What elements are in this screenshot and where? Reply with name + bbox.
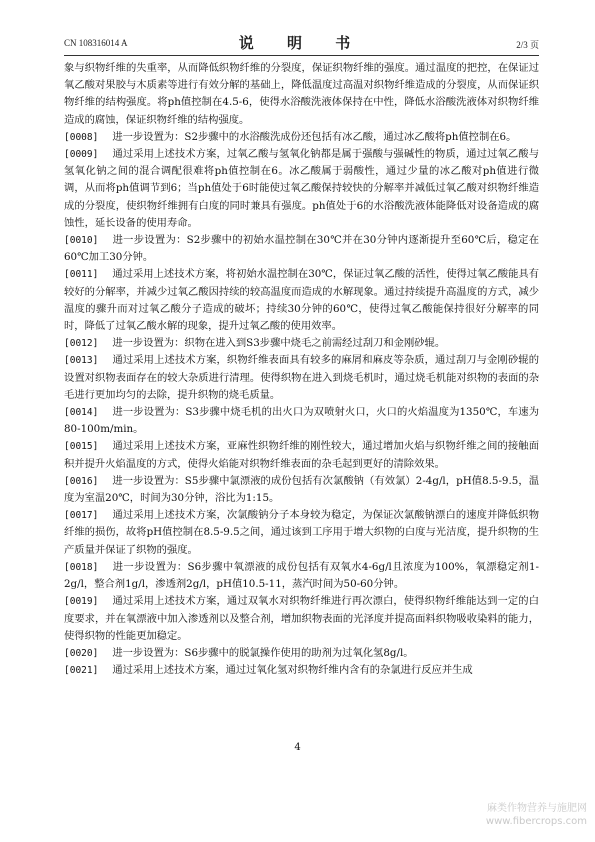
numbered-paragraph xyxy=(64,335,539,352)
paragraph-number: [0018] xyxy=(64,561,99,573)
header-divider xyxy=(64,55,539,56)
paragraph-number: [0019] xyxy=(64,596,99,608)
paragraph-number: [0021] xyxy=(64,665,99,677)
paragraph-list xyxy=(64,129,539,680)
paragraph-text: 通过采用上述技术方案，织物纤维表面具有较多的麻屑和麻皮等杂质，通过刮刀与金刚砂辊的设置对织物表面存在的较大杂质进行清理。使得织物在进入到烧毛机时，通过烧毛机能对织物的表面的杂毛进行更加均匀的去除，提升织物的烧毛质量。 xyxy=(64,354,539,401)
paragraph-number: [0009] xyxy=(64,149,99,161)
paragraph-text: 通过采用上述技术方案，通过过氧化氢对织物纤维内含有的杂氯进行反应并生成 xyxy=(112,664,473,677)
paragraph-text: 通过采用上述技术方案，亚麻性织物纤维的刚性较大，通过增加火焰与织物纤维之间的接触面积并提升火焰温度的方式，使得火焰能对织物纤维表面的杂毛起到更好的清除效果。 xyxy=(64,440,539,470)
patent-number: CN 108316014 A xyxy=(64,38,128,48)
numbered-paragraph xyxy=(64,404,539,438)
numbered-paragraph xyxy=(64,146,539,232)
paragraph-number: [0020] xyxy=(64,647,99,659)
numbered-paragraph xyxy=(64,266,539,335)
watermark-line-2: www.fibercrops.com xyxy=(485,816,587,827)
paragraph-text: 进一步设置为：S5步骤中氯漂液的成份包括有次氯酸钠（有效氯）2-4g/l，pH值8.5-9.5，温度为室温20℃，时间为30分钟，浴比为1:15。 xyxy=(64,474,539,505)
paragraph-number: [0017] xyxy=(64,510,99,522)
numbered-paragraph xyxy=(64,473,539,507)
intro-paragraph: 象与织物纤维的失重率，从而降低织物纤维的分裂度，保证织物纤维的强度。通过温度的把控，在保证过氧乙酸对果胶与木质素等进行有效分解的基础上，降低温度过高温对织物纤维造成的分裂度，从而保证织物纤维的结构强度。将ph值控制在4.5-6，使得水浴酸洗液体保持在中性，降低水浴酸洗液体对织物纤维造成的腐蚀，保证织物纤维的结构强度。 xyxy=(64,62,539,126)
site-watermark xyxy=(486,802,587,828)
paragraph-number: [0014] xyxy=(64,407,99,419)
document-body xyxy=(64,60,539,679)
paragraph-text: 通过采用上述技术方案，将初始水温控制在30℃，保证过氧乙酸的活性，使得过氧乙酸能具有较好的分解率，并减少过氧乙酸因持续的较高温度而造成的水解现象。通过持续提升高温度的方式，减少温度的骤升而对过氧乙酸分子造成的破坏；持续30分钟的60℃，使得过氧乙酸能保持很好分解率的同时，降低了过氧乙酸水解的现象，提升过氧乙酸的使用效率。 xyxy=(64,268,539,333)
paragraph-text: 进一步设置为：S6步骤中氧漂液的成份包括有双氧水4-6g/l且浓度为100%，氧漂稳定剂1-2g/l，整合剂1g/l，渗透剂2g/l，pH值10.5-11，蒸汽时间为50-60分钟。 xyxy=(64,560,539,591)
paragraph-text: 通过采用上述技术方案，次氯酸钠分子本身较为稳定，为保证次氯酸钠漂白的速度并降低织物纤维的损伤，故将pH值控制在8.5-9.5之间，通过该到工序用于增大织物的白度与光洁度，提升织物的生产质量并保证了织物的强度。 xyxy=(64,509,539,556)
numbered-paragraph xyxy=(64,645,539,662)
numbered-paragraph xyxy=(64,352,539,404)
numbered-paragraph xyxy=(64,129,539,146)
paragraph-text: 通过采用上述技术方案，通过双氧水对织物纤维进行再次漂白，使得织物纤维能达到一定的白度要求，并在氧漂液中加入渗透剂以及整合剂，增加织物表面的光泽度并提高面料织物吸收染料的能力，使得织物的性能更加稳定。 xyxy=(64,595,539,642)
paragraph-number: [0015] xyxy=(64,441,99,453)
page-indicator: 2/3 页 xyxy=(516,40,539,50)
numbered-paragraph xyxy=(64,559,539,593)
paragraph-number: [0010] xyxy=(64,235,99,247)
numbered-paragraph xyxy=(64,662,539,679)
numbered-paragraph xyxy=(64,438,539,472)
paragraph-number: [0013] xyxy=(64,355,99,367)
paragraph-text: 进一步设置为：S3步骤中烧毛机的出火口为双喷射火口，火口的火焰温度为1350℃，车速为80-100m/min。 xyxy=(64,406,539,436)
paragraph-text: 进一步设置为：织物在进入到S3步骤中烧毛之前需经过刮刀和金刚砂辊。 xyxy=(112,337,446,350)
paragraph-text: 进一步设置为：S6步骤中的脱氯操作使用的助剂为过氧化氢8g/l。 xyxy=(112,646,414,659)
watermark-line-1: 麻类作物营养与施肥网 xyxy=(487,803,587,814)
numbered-paragraph xyxy=(64,232,539,266)
paragraph-number: [0012] xyxy=(64,338,99,350)
paragraph-text: 通过采用上述技术方案，过氧乙酸与氢氧化钠都是属于强酸与强碱性的物质，通过过氧乙酸与氢氧化钠之间的混合调配很难将ph值控制在6。冰乙酸属于弱酸性，通过少量的冰乙酸对ph值进行微调，从而将ph值调节到6；当ph值处于6时能使过氧乙酸保持较快的分解率并减低过氧乙酸对织物纤维造成的分裂度，使织物纤维拥有白度的同时兼具有强度。ph值处于6的水浴酸洗液体能降低对设备造成的腐蚀性，延长设备的使用寿命。 xyxy=(64,148,539,229)
page-number: 4 xyxy=(294,742,301,753)
paragraph-number: [0016] xyxy=(64,475,99,487)
paragraph-number: [0011] xyxy=(64,269,99,281)
page-header xyxy=(64,34,539,54)
paragraph-text: 进一步设置为：S2步骤中的水浴酸洗成份还包括有冰乙酸，通过冰乙酸将ph值控制在6。 xyxy=(112,130,517,143)
document-title: 说 明 书 xyxy=(238,34,365,52)
paragraph-number: [0008] xyxy=(64,131,99,143)
numbered-paragraph xyxy=(64,593,539,645)
numbered-paragraph xyxy=(64,507,539,559)
paragraph-text: 进一步设置为：S2步骤中的初始水温控制在30℃并在30分钟内逐渐提升至60℃后，稳定在60℃加工30分钟。 xyxy=(64,234,539,264)
